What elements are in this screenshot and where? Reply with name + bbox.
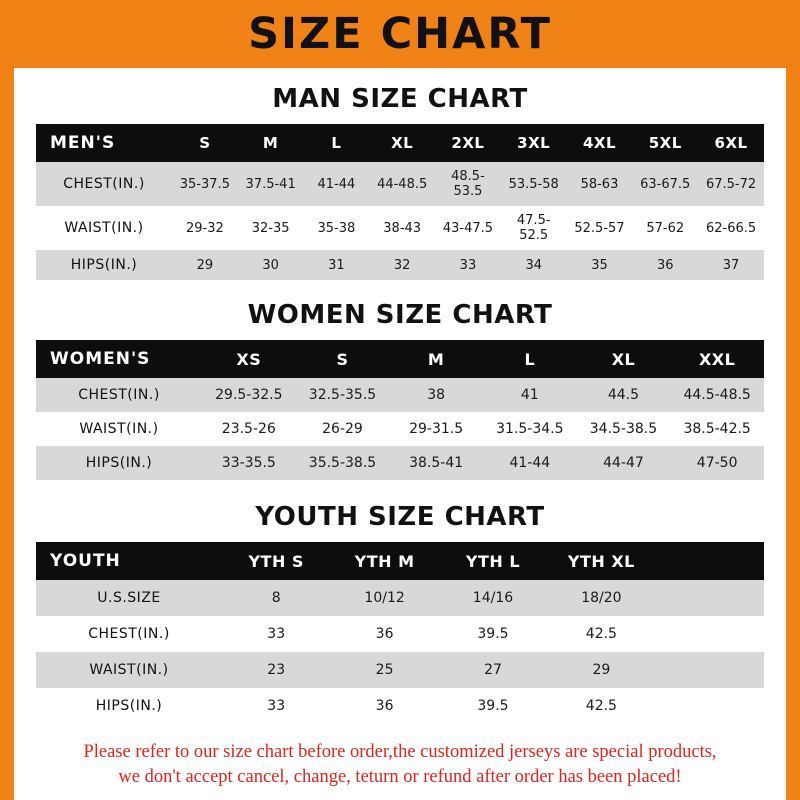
men-table-body — [36, 162, 764, 280]
women-size-table — [36, 340, 764, 480]
men-r1-c0: 29-32 — [185, 220, 224, 236]
content — [14, 84, 786, 790]
women-table-header — [36, 340, 764, 378]
note-line-2: we don't accept cancel, change, teturn or refund after order has been placed! — [118, 766, 682, 787]
men-r0-c1: 37.5-41 — [245, 176, 296, 192]
youth-col-3: YTH XL — [567, 551, 635, 571]
table-row — [36, 412, 764, 446]
men-table-header — [36, 124, 764, 162]
table-row — [36, 206, 764, 250]
women-row-0-label: CHEST(IN.) — [78, 387, 160, 403]
men-col-4: 2XL — [451, 134, 485, 152]
youth-r3-c2: 39.5 — [477, 698, 509, 714]
women-r2-c0: 33-35.5 — [221, 455, 276, 471]
table-row — [36, 378, 764, 412]
women-r1-c1: 26-29 — [322, 421, 363, 437]
men-r0-c7: 63-67.5 — [640, 176, 691, 192]
table-row — [36, 250, 764, 280]
men-size-table — [36, 124, 764, 280]
table-row — [36, 652, 764, 688]
table-row — [36, 162, 764, 206]
men-r1-c6: 52.5-57 — [574, 220, 625, 236]
men-r2-c0: 29 — [196, 257, 214, 273]
order-policy-note — [36, 740, 764, 790]
men-col-8: 6XL — [714, 134, 748, 152]
men-table-corner-label: MEN'S — [50, 133, 116, 153]
women-r0-c3: 41 — [520, 387, 539, 403]
men-col-5: 3XL — [517, 134, 551, 152]
youth-row-3-label: HIPS(IN.) — [95, 698, 163, 714]
table-header-row — [36, 340, 764, 378]
youth-r0-c4 — [656, 580, 764, 616]
men-col-2: L — [331, 134, 342, 152]
table-row — [36, 580, 764, 616]
youth-r3-c1: 36 — [375, 698, 394, 714]
men-r2-c4: 33 — [459, 257, 477, 273]
women-r0-c4: 44.5 — [607, 387, 640, 403]
banner — [14, 0, 786, 68]
youth-col-4 — [656, 542, 764, 580]
men-col-3: XL — [391, 134, 414, 152]
youth-r2-c3: 29 — [592, 662, 611, 678]
women-r0-c2: 38 — [427, 387, 446, 403]
youth-table-body — [36, 580, 764, 724]
men-r0-c6: 58-63 — [580, 176, 619, 192]
youth-r0-c0: 8 — [271, 590, 281, 606]
men-col-6: 4XL — [582, 134, 616, 152]
women-r2-c4: 44-47 — [603, 455, 644, 471]
women-r1-c5: 38.5-42.5 — [683, 421, 751, 437]
women-r0-c5: 44.5-48.5 — [683, 387, 751, 403]
men-r2-c8: 37 — [722, 257, 740, 273]
man-section-title: MAN SIZE CHART — [272, 84, 528, 114]
women-col-2: M — [427, 349, 445, 369]
youth-r1-c4 — [656, 616, 764, 652]
women-r1-c4: 34.5-38.5 — [589, 421, 658, 437]
youth-table-corner-label: YOUTH — [50, 551, 121, 571]
youth-r3-c4 — [656, 688, 764, 724]
women-r2-c5: 47-50 — [696, 455, 738, 471]
men-row-0-label: CHEST(IN.) — [63, 176, 145, 192]
youth-table-header — [36, 542, 764, 580]
youth-r2-c0: 23 — [267, 662, 286, 678]
women-table-corner-label: WOMEN'S — [50, 349, 151, 369]
youth-r0-c1: 10/12 — [364, 590, 405, 606]
women-r2-c2: 38.5-41 — [409, 455, 464, 471]
men-col-1: M — [262, 134, 279, 152]
women-col-0: XS — [236, 349, 262, 369]
youth-r3-c0: 33 — [267, 698, 286, 714]
men-col-0: S — [199, 134, 211, 152]
men-r1-c1: 32-35 — [251, 220, 290, 236]
table-row — [36, 688, 764, 724]
youth-r1-c1: 36 — [375, 626, 394, 642]
men-r1-c2: 35-38 — [317, 220, 356, 236]
women-table-body — [36, 378, 764, 480]
youth-row-2-label: WAIST(IN.) — [89, 662, 169, 678]
men-r2-c6: 35 — [591, 257, 608, 273]
youth-r1-c0: 33 — [267, 626, 286, 642]
men-row-1-label: WAIST(IN.) — [64, 220, 144, 236]
men-r2-c5: 34 — [525, 257, 542, 273]
youth-size-table — [36, 542, 764, 724]
men-r1-c5: 47.5-52.5 — [516, 213, 551, 243]
youth-r1-c3: 42.5 — [585, 626, 617, 642]
table-row — [36, 616, 764, 652]
youth-row-1-label: CHEST(IN.) — [88, 626, 170, 642]
youth-r2-c2: 27 — [484, 662, 502, 678]
women-r0-c1: 32.5-35.5 — [308, 387, 377, 403]
women-col-4: XL — [611, 349, 636, 369]
women-r1-c3: 31.5-34.5 — [496, 421, 564, 437]
youth-col-2: YTH L — [465, 551, 521, 571]
table-header-row — [36, 542, 764, 580]
men-r2-c2: 31 — [328, 257, 345, 273]
youth-r0-c2: 14/16 — [472, 590, 514, 606]
youth-r0-c3: 18/20 — [581, 590, 622, 606]
table-header-row — [36, 124, 764, 162]
youth-section-title: YOUTH SIZE CHART — [255, 502, 545, 532]
women-row-1-label: WAIST(IN.) — [79, 421, 159, 437]
men-col-7: 5XL — [648, 134, 682, 152]
youth-r1-c2: 39.5 — [477, 626, 509, 642]
men-r2-c3: 32 — [393, 257, 411, 273]
men-r0-c3: 44-48.5 — [377, 176, 428, 192]
page-title: SIZE CHART — [248, 8, 552, 59]
table-row — [36, 446, 764, 480]
women-section-title: WOMEN SIZE CHART — [247, 300, 553, 330]
youth-r2-c1: 25 — [375, 662, 394, 678]
women-r0-c0: 29.5-32.5 — [215, 387, 283, 403]
men-r0-c4: 48.5-53.5 — [451, 169, 485, 199]
men-r0-c8: 67.5-72 — [705, 176, 757, 192]
men-r1-c3: 38-43 — [383, 220, 422, 236]
men-r2-c1: 30 — [262, 257, 279, 273]
women-r2-c1: 35.5-38.5 — [308, 455, 377, 471]
men-r2-c7: 36 — [656, 257, 674, 273]
women-col-3: L — [524, 349, 536, 369]
women-r2-c3: 41-44 — [509, 455, 551, 471]
men-r1-c7: 57-62 — [646, 220, 685, 236]
men-r0-c5: 53.5-58 — [508, 176, 559, 192]
youth-col-0: YTH S — [248, 551, 304, 571]
youth-row-0-label: U.S.SIZE — [97, 590, 161, 606]
women-col-5: XXL — [698, 349, 736, 369]
men-r0-c2: 41-44 — [317, 176, 356, 192]
women-col-1: S — [336, 349, 349, 369]
women-r1-c0: 23.5-26 — [221, 421, 276, 437]
note-line-1: Please refer to our size chart before order,the customized jerseys are special products, — [83, 742, 717, 762]
men-r1-c8: 62-66.5 — [705, 220, 757, 236]
women-r1-c2: 29-31.5 — [409, 421, 464, 437]
men-row-2-label: HIPS(IN.) — [70, 257, 138, 273]
women-row-2-label: HIPS(IN.) — [85, 455, 153, 471]
youth-r2-c4 — [656, 652, 764, 688]
youth-col-1: YTH M — [354, 551, 415, 571]
youth-r3-c3: 42.5 — [585, 698, 617, 714]
men-r0-c0: 35-37.5 — [179, 176, 230, 192]
men-r1-c4: 43-47.5 — [442, 220, 494, 236]
